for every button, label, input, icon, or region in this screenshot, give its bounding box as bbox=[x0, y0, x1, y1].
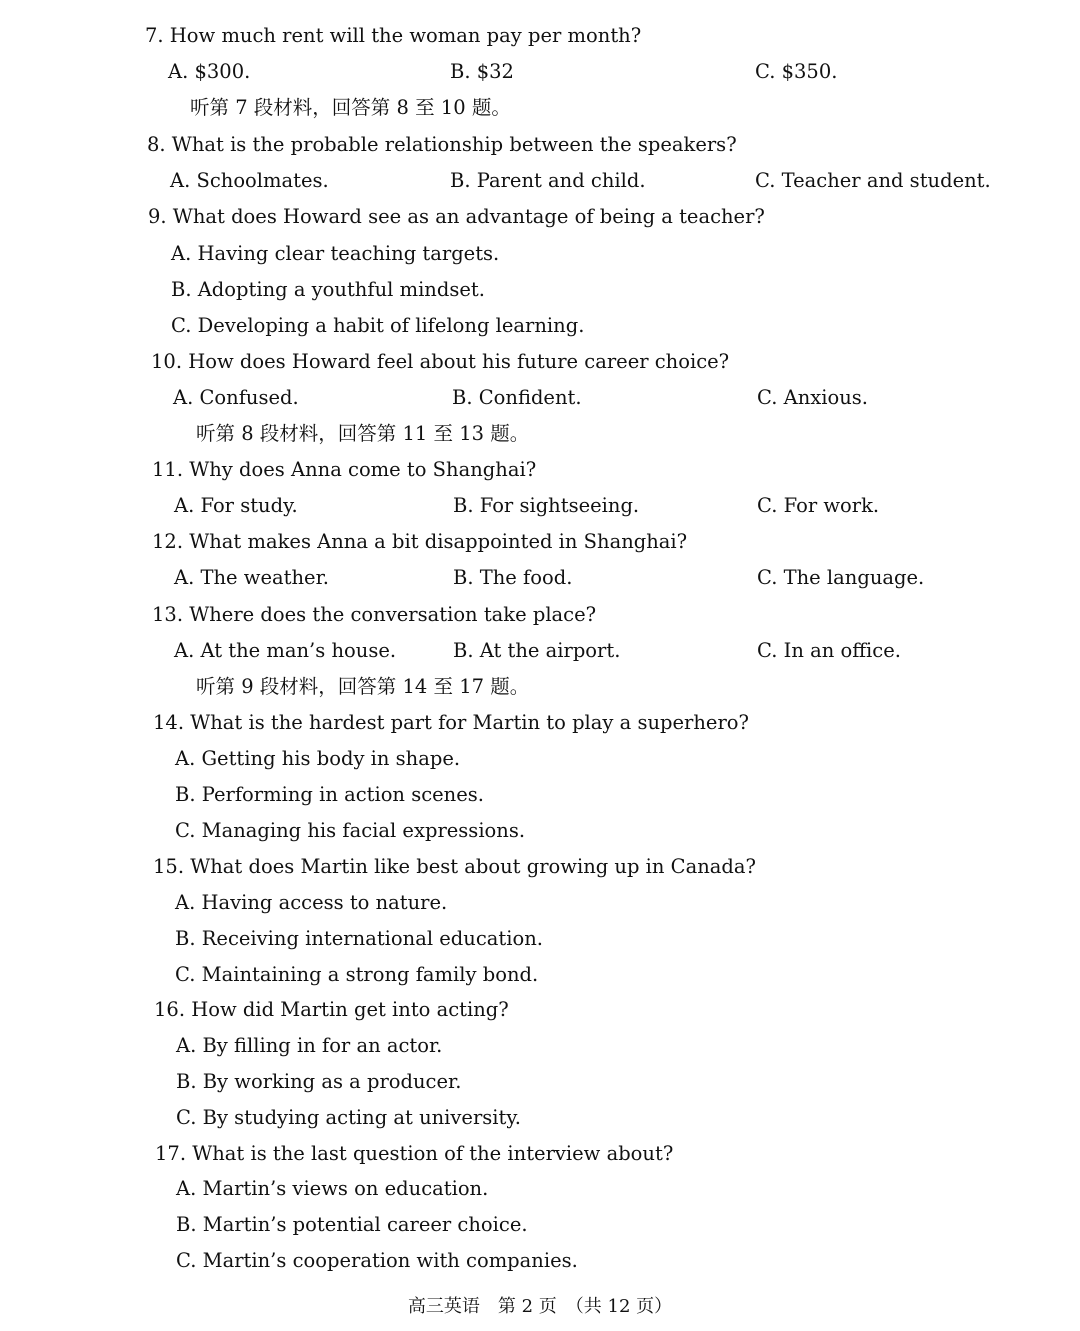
option-b: B. Adopting a youthful mindset. bbox=[171, 278, 485, 301]
option-c: C. In an office. bbox=[757, 639, 901, 662]
question-14-option-b bbox=[0, 777, 1080, 813]
question-stem: 8. What is the probable relationship between the speakers? bbox=[147, 133, 737, 156]
question-9-option-a bbox=[0, 236, 1080, 272]
question-13 bbox=[0, 597, 1080, 633]
question-stem: 7. How much rent will the woman pay per month? bbox=[145, 24, 642, 47]
option-c: C. Managing his facial expressions. bbox=[175, 819, 526, 842]
question-17-option-b bbox=[0, 1207, 1080, 1243]
question-stem: 12. What makes Anna a bit disappointed in Shanghai? bbox=[152, 530, 688, 553]
option-c: C. The language. bbox=[757, 566, 925, 589]
option-a: A. Confused. bbox=[173, 386, 299, 409]
question-7 bbox=[0, 18, 1080, 54]
question-stem: 15. What does Martin like best about growing up in Canada? bbox=[153, 855, 756, 878]
question-11 bbox=[0, 452, 1080, 488]
option-c: C. Anxious. bbox=[757, 386, 869, 409]
question-17-option-c bbox=[0, 1243, 1080, 1279]
section-text: 听第 9 段材料，回答第 14 至 17 题。 bbox=[196, 675, 530, 698]
option-a: A. Getting his body in shape. bbox=[175, 747, 461, 770]
section-instruction-1 bbox=[0, 90, 1080, 126]
question-13-options bbox=[0, 633, 1080, 669]
question-stem: 14. What is the hardest part for Martin to play a superhero? bbox=[153, 711, 749, 734]
option-a: A. $300. bbox=[168, 60, 251, 83]
option-a: A. The weather. bbox=[174, 566, 329, 589]
question-15 bbox=[0, 849, 1080, 885]
question-stem: 17. What is the last question of the interview about? bbox=[155, 1142, 674, 1165]
section-text: 听第 7 段材料，回答第 8 至 10 题。 bbox=[190, 96, 511, 119]
question-15-option-b bbox=[0, 921, 1080, 957]
question-10-options bbox=[0, 380, 1080, 416]
option-a: A. Having clear teaching targets. bbox=[171, 242, 500, 265]
option-b: B. For sightseeing. bbox=[453, 494, 640, 517]
question-7-options bbox=[0, 54, 1080, 90]
question-17-option-a bbox=[0, 1171, 1080, 1207]
question-9-option-c bbox=[0, 308, 1080, 344]
option-b: B. Performing in action scenes. bbox=[175, 783, 484, 806]
option-b: B. At the airport. bbox=[453, 639, 621, 662]
option-c: C. By studying acting at university. bbox=[176, 1106, 522, 1129]
option-c: C. Maintaining a strong family bond. bbox=[175, 963, 539, 986]
question-12-options bbox=[0, 560, 1080, 596]
section-instruction-3 bbox=[0, 669, 1080, 705]
option-c: C. Teacher and student. bbox=[755, 169, 991, 192]
question-8 bbox=[0, 127, 1080, 163]
option-b: B. By working as a producer. bbox=[176, 1070, 462, 1093]
question-15-option-a bbox=[0, 885, 1080, 921]
question-10 bbox=[0, 344, 1080, 380]
question-stem: 11. Why does Anna come to Shanghai? bbox=[152, 458, 537, 481]
question-stem: 13. Where does the conversation take place? bbox=[152, 603, 597, 626]
option-c: C. For work. bbox=[757, 494, 880, 517]
option-b: B. Parent and child. bbox=[450, 169, 646, 192]
question-12 bbox=[0, 524, 1080, 560]
question-16-option-a bbox=[0, 1028, 1080, 1064]
option-a: A. At the man’s house. bbox=[174, 639, 397, 662]
option-b: B. Confident. bbox=[452, 386, 582, 409]
question-14-option-a bbox=[0, 741, 1080, 777]
option-c: C. Developing a habit of lifelong learning. bbox=[171, 314, 585, 337]
question-16 bbox=[0, 992, 1080, 1028]
option-a: A. For study. bbox=[174, 494, 298, 517]
option-b: B. The food. bbox=[453, 566, 573, 589]
option-b: B. $32 bbox=[450, 60, 514, 83]
option-b: B. Martin’s potential career choice. bbox=[176, 1213, 528, 1236]
question-9 bbox=[0, 199, 1080, 235]
question-8-options bbox=[0, 163, 1080, 199]
option-c: C. Martin’s cooperation with companies. bbox=[176, 1249, 578, 1272]
option-c: C. $350. bbox=[755, 60, 838, 83]
question-stem: 10. How does Howard feel about his future career choice? bbox=[151, 350, 730, 373]
question-16-option-b bbox=[0, 1064, 1080, 1100]
option-a: A. Schoolmates. bbox=[170, 169, 329, 192]
option-b: B. Receiving international education. bbox=[175, 927, 543, 950]
question-stem: 16. How did Martin get into acting? bbox=[154, 998, 509, 1021]
question-15-option-c bbox=[0, 957, 1080, 993]
question-stem: 9. What does Howard see as an advantage of being a teacher? bbox=[148, 205, 765, 228]
section-instruction-2 bbox=[0, 416, 1080, 452]
option-a: A. Having access to nature. bbox=[175, 891, 448, 914]
question-17 bbox=[0, 1136, 1080, 1172]
question-16-option-c bbox=[0, 1100, 1080, 1136]
page-footer: 高三英语 第 2 页 （共 12 页） bbox=[407, 1296, 673, 1317]
question-14-option-c bbox=[0, 813, 1080, 849]
question-11-options bbox=[0, 488, 1080, 524]
section-text: 听第 8 段材料，回答第 11 至 13 题。 bbox=[196, 422, 530, 445]
option-a: A. By filling in for an actor. bbox=[176, 1034, 443, 1057]
question-14 bbox=[0, 705, 1080, 741]
question-9-option-b bbox=[0, 272, 1080, 308]
option-a: A. Martin’s views on education. bbox=[176, 1177, 489, 1200]
